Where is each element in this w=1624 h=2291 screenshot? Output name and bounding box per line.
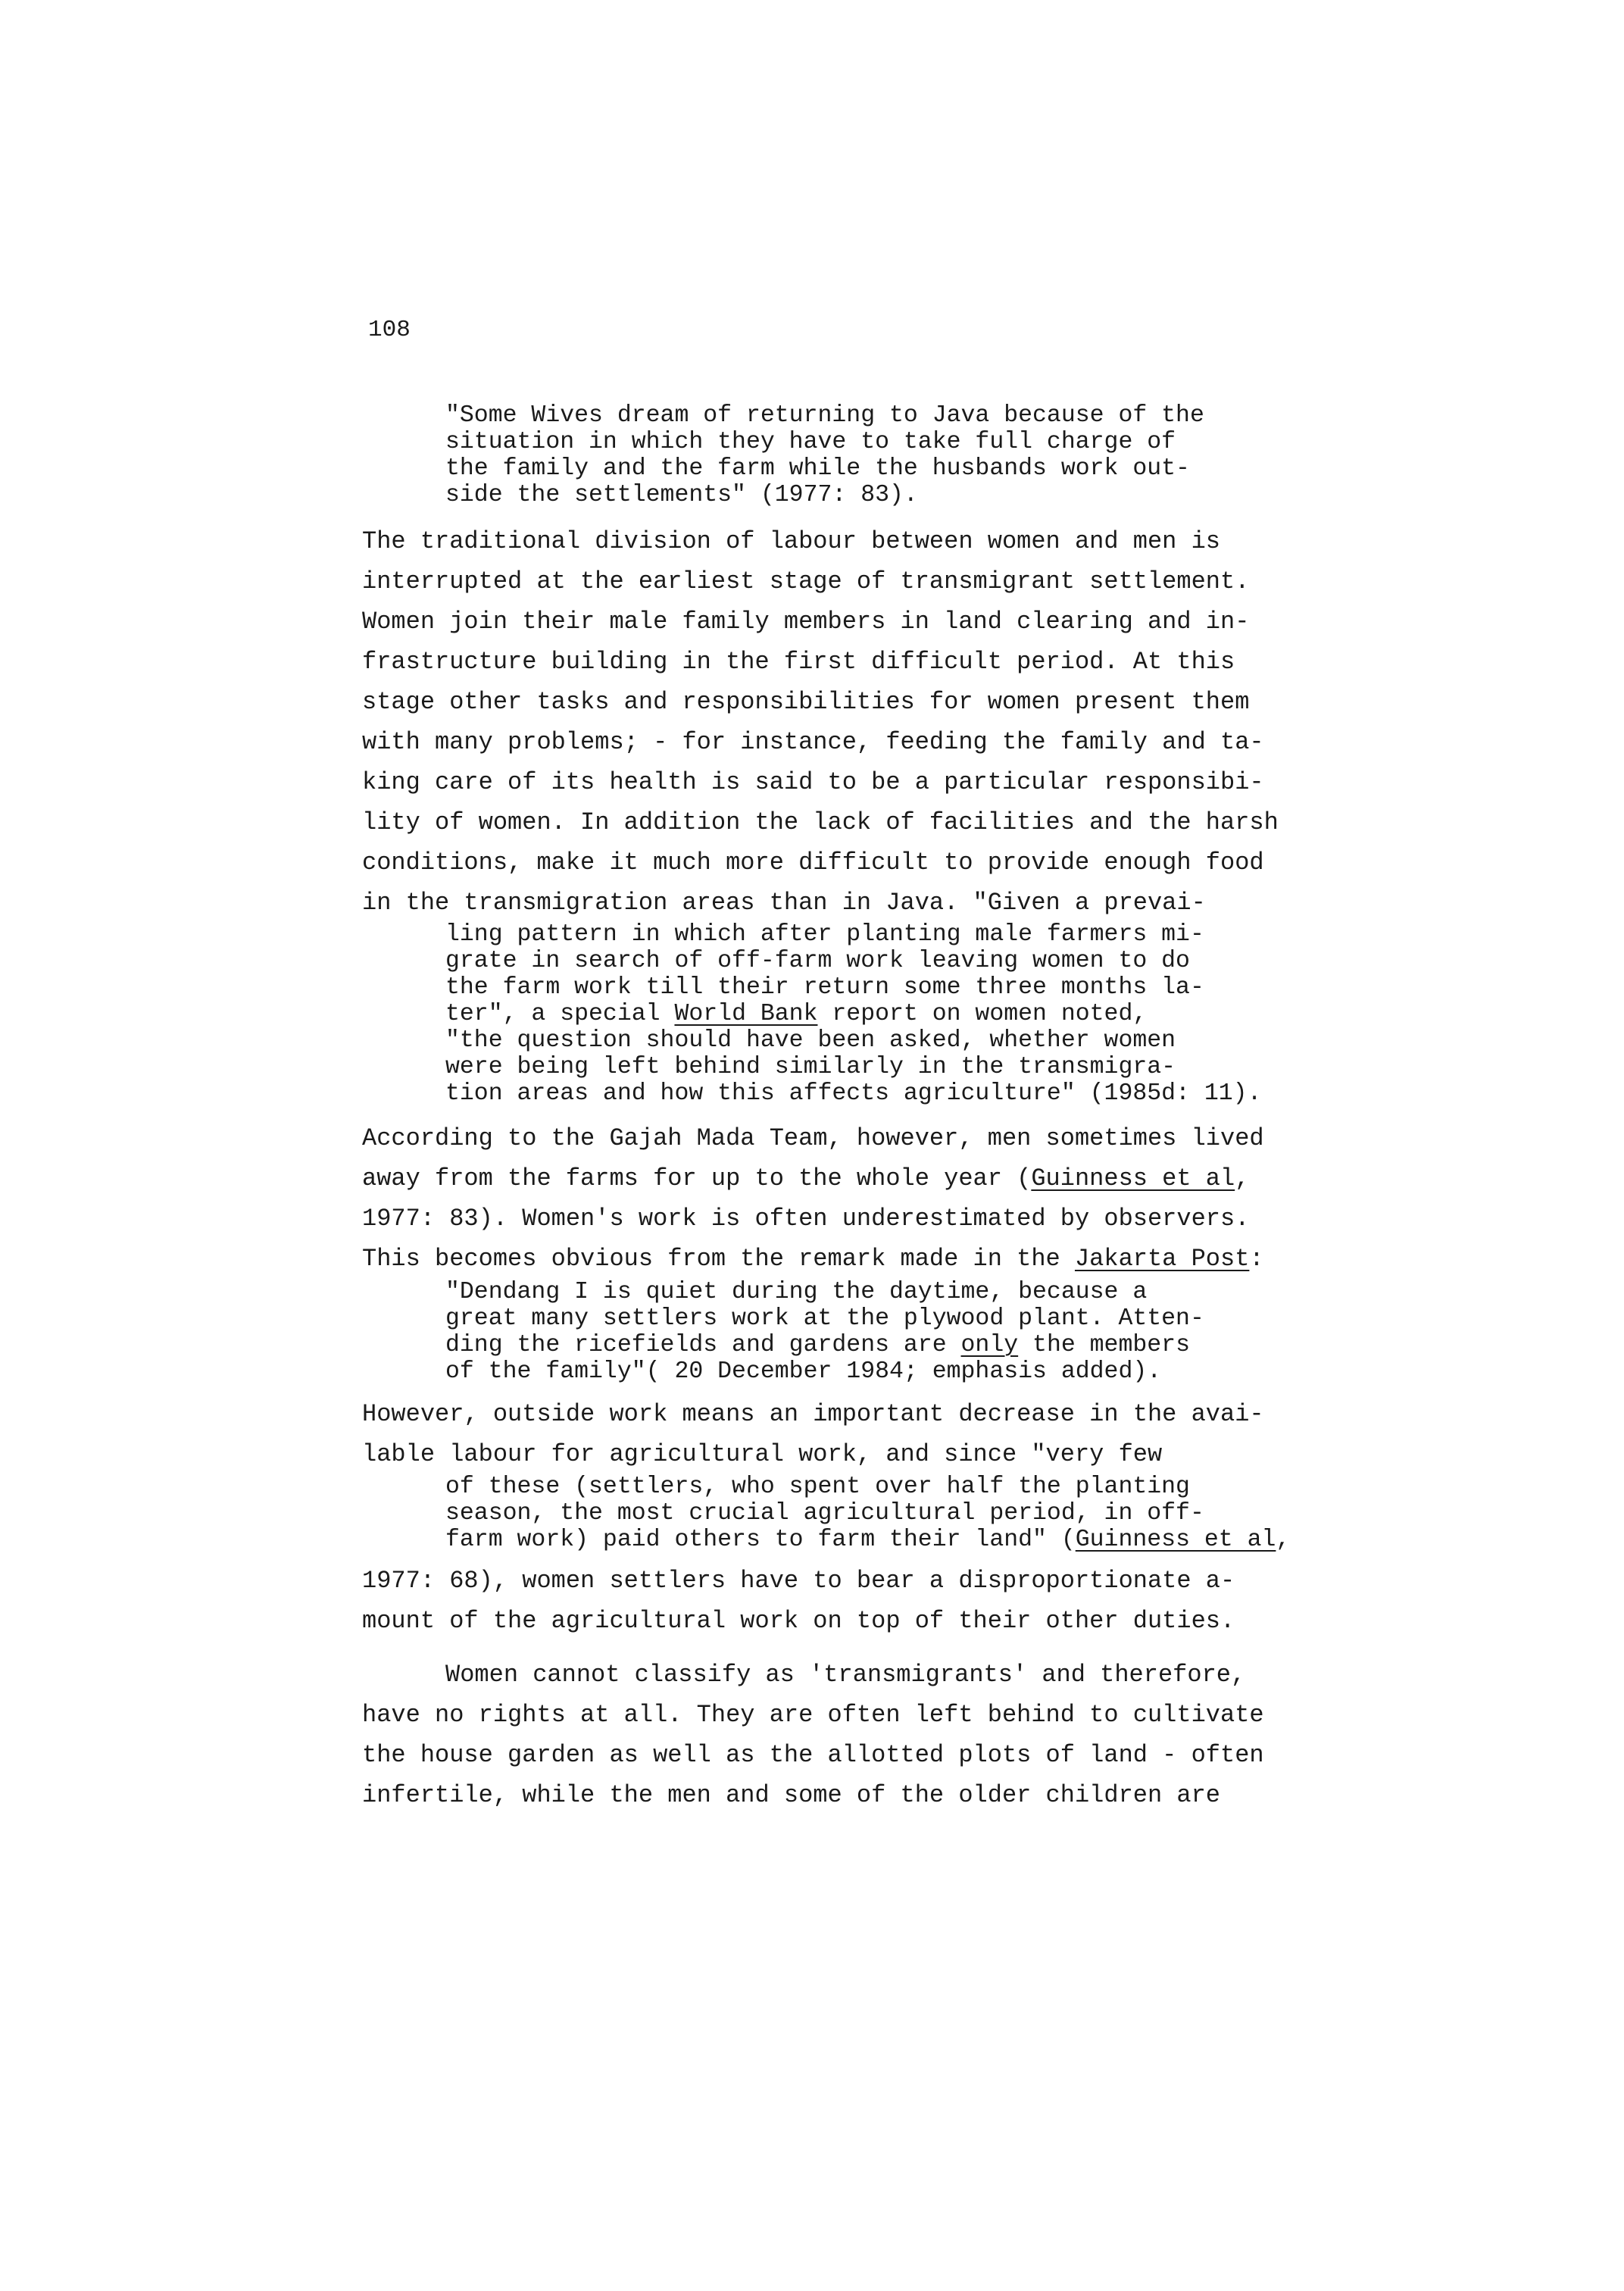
text-line: The traditional division of labour between women and men is bbox=[362, 527, 1220, 555]
text-line: interrupted at the earliest stage of transmigrant settlement. bbox=[362, 567, 1250, 595]
text-segment: : bbox=[1249, 1245, 1264, 1273]
text-line: infertile, while the men and some of the older children are bbox=[362, 1781, 1220, 1809]
text-line: tion areas and how this affects agriculture" (1985d: 11). bbox=[445, 1080, 1262, 1107]
underlined-source: World Bank bbox=[674, 1001, 818, 1027]
text-line: frastructure building in the first difficult period. At this bbox=[362, 648, 1235, 676]
emphasized-word: only bbox=[960, 1332, 1019, 1358]
text-line: mount of the agricultural work on top of their other duties. bbox=[362, 1607, 1235, 1635]
text-line: the house garden as well as the allotted plots of land - often bbox=[362, 1741, 1264, 1769]
text-line: great many settlers work at the plywood plant. Atten- bbox=[445, 1305, 1204, 1332]
text-line: However, outside work means an important decrease in the avai- bbox=[362, 1400, 1264, 1428]
text-line: 1977: 83). Women's work is often underestimated by observers. bbox=[362, 1205, 1250, 1233]
text-segment: ding the ricefields and gardens are bbox=[445, 1332, 961, 1358]
text-line: situation in which they have to take full charge of bbox=[445, 429, 1176, 455]
text-line: According to the Gajah Mada Team, however, men sometimes lived bbox=[362, 1124, 1264, 1152]
text-line: of these (settlers, who spent over half the planting bbox=[445, 1474, 1190, 1500]
text-segment: , bbox=[1276, 1527, 1291, 1553]
text-line bbox=[445, 1001, 1147, 1027]
text-line: with many problems; - for instance, feeding the family and ta- bbox=[362, 728, 1264, 756]
text-segment: , bbox=[1235, 1164, 1250, 1192]
text-line: "the question should have been asked, whether women bbox=[445, 1027, 1176, 1054]
underlined-citation: Guinness et al bbox=[1075, 1527, 1276, 1553]
text-line: grate in search of off-farm work leaving women to do bbox=[445, 948, 1190, 974]
text-line: lity of women. In addition the lack of facilities and the harsh bbox=[362, 808, 1279, 836]
text-line: "Dendang I is quiet during the daytime, because a bbox=[445, 1279, 1148, 1305]
text-line: lable labour for agricultural work, and since "very few bbox=[362, 1440, 1163, 1468]
text-line: 1977: 68), women settlers have to bear a disproportionate a- bbox=[362, 1567, 1235, 1595]
text-line: in the transmigration areas than in Java. "Given a prevai- bbox=[362, 889, 1206, 917]
text-line: Women cannot classify as 'transmigrants' and therefore, bbox=[445, 1661, 1246, 1689]
text-line: stage other tasks and responsibilities for women present them bbox=[362, 688, 1250, 716]
text-segment: This becomes obvious from the remark made in the bbox=[362, 1245, 1075, 1273]
page-number: 108 bbox=[368, 317, 411, 343]
text-segment: report on women noted, bbox=[817, 1001, 1148, 1027]
text-line bbox=[362, 1239, 1264, 1279]
text-line bbox=[445, 1332, 1190, 1358]
text-line: "Some Wives dream of returning to Java because of the bbox=[445, 402, 1204, 429]
text-line: the farm work till their return some three months la- bbox=[445, 974, 1204, 1001]
text-line bbox=[445, 1527, 1290, 1553]
text-segment: away from the farms for up to the whole year ( bbox=[362, 1164, 1032, 1192]
text-line: Women join their male family members in land clearing and in- bbox=[362, 608, 1250, 636]
text-line: ling pattern in which after planting male farmers mi- bbox=[445, 921, 1204, 948]
text-line: of the family"( 20 December 1984; emphasis added). bbox=[445, 1358, 1162, 1385]
text-line: have no rights at all. They are often left behind to cultivate bbox=[362, 1701, 1264, 1729]
underlined-citation: Guinness et al bbox=[1031, 1164, 1235, 1192]
text-line: were being left behind similarly in the transmigra- bbox=[445, 1054, 1176, 1080]
text-line: king care of its health is said to be a particular responsibi- bbox=[362, 768, 1264, 796]
text-segment: ter", a special bbox=[445, 1001, 675, 1027]
text-line: the family and the farm while the husbands work out- bbox=[445, 455, 1190, 482]
text-line bbox=[362, 1158, 1249, 1199]
text-segment: farm work) paid others to farm their land" ( bbox=[445, 1527, 1076, 1553]
underlined-source: Jakarta Post bbox=[1074, 1245, 1250, 1273]
text-line: conditions, make it much more difficult to provide enough food bbox=[362, 849, 1264, 877]
text-line: side the settlements" (1977: 83). bbox=[445, 482, 918, 508]
text-segment: the members bbox=[1018, 1332, 1190, 1358]
text-line: season, the most crucial agricultural period, in off- bbox=[445, 1500, 1204, 1527]
